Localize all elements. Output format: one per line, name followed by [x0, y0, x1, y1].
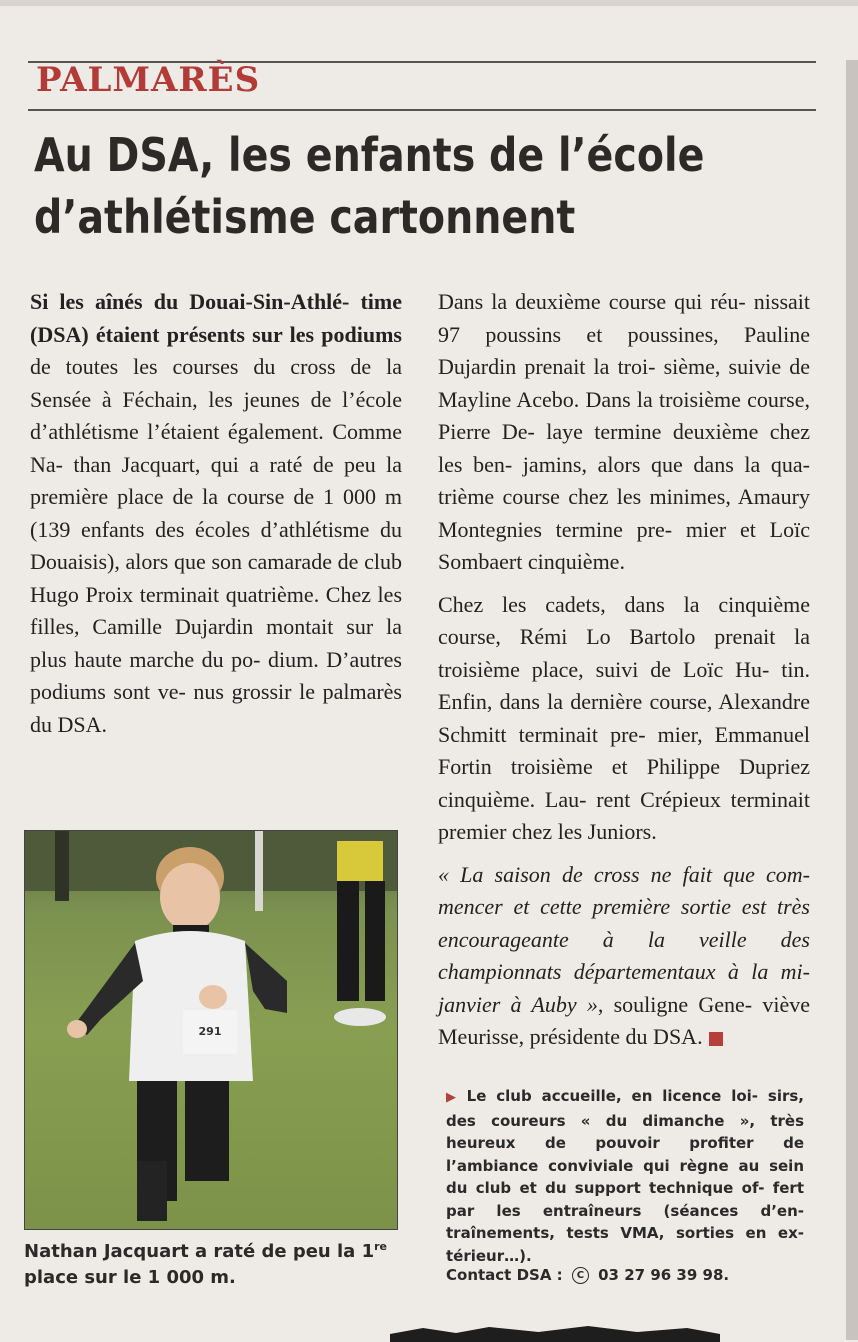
paragraph-quote — [438, 859, 810, 1054]
info-text: Le club accueille, en licence loi- sirs, des coureurs « du dimanche », très heureux de pouvoir profiter de l’ambiance conviviale qui règne au sein du club et du support technique of- fert par les entraîneurs (séances d’en- traînements, tests VMA, sorties en ex- térieur…). — [446, 1087, 804, 1265]
contact-line — [446, 1266, 729, 1284]
caption-before: Nathan Jacquart a raté de peu la 1 — [24, 1241, 375, 1262]
headline-line-1: Au DSA, les enfants de l’école — [34, 128, 705, 182]
rubric-label: PALMARÈS — [36, 60, 261, 100]
contact-phone: 03 27 96 39 98. — [598, 1266, 730, 1284]
phone-icon: C — [572, 1267, 589, 1284]
article-headline — [34, 124, 722, 248]
triangle-arrow-icon: ▶ — [446, 1090, 461, 1105]
next-article-heading-fragment — [390, 1322, 720, 1342]
caption-after: place sur le 1 000 m. — [24, 1267, 236, 1288]
contact-label: Contact DSA : — [446, 1266, 563, 1284]
page-top-edge — [0, 0, 858, 6]
race-bib: 291 — [183, 1010, 237, 1054]
paragraph-2: Dans la deuxième course qui réu- nissait 97 poussins et poussines, Pauline Dujardin prenait la troi- sième, suivie de Mayline Acebo. Dans la troisième course, Pierre De- laye termine deuxième chez les ben- jamins, alors que dans la qua- trième course chez les minimes, Amaury Montegnies termine pre- mier et Loïc Sombaert cinquième. — [438, 289, 810, 574]
caption-sup: re — [374, 1240, 388, 1253]
article-photo — [24, 830, 398, 1230]
lead-body: de toutes les courses du cross de la Sensée à Féchain, les jeunes de l’école d’athlétisme l’étaient également. Comme Na- than Jacquart, qui a raté de peu la première place de la course de 1 000 m (139 enfants des écoles d’athlétisme du Douaisis), alors que son camarade de club Hugo Proix terminait quatrième. Chez les filles, Camille Dujardin montait sur la plus haute marche du po- dium. D’autres podiums sont ve- nus grossir le palmarès du DSA. — [30, 354, 402, 737]
lead-text: Si les aînés du Douai-Sin-Athlé- time (DSA) étaient présents sur les podiums — [30, 289, 402, 347]
headline-line-2: d’athlétisme cartonnent — [34, 190, 576, 244]
quote-text: « La saison de cross ne fait que com- mencer et cette première sortie est très encourageante à la veille des championnats départementaux à la mi-janvier à Auby » — [438, 861, 810, 1017]
photo-caption — [24, 1234, 404, 1291]
quote-attribution: , souligne Gene- viève Meurisse, présidente du DSA. — [438, 991, 810, 1049]
article-column-left — [30, 286, 402, 741]
info-box — [446, 1085, 804, 1267]
paragraph-3: Chez les cadets, dans la cinquième course, Rémi Lo Bartolo prenait la troisième place, suivi de Loïc Hu- tin. Enfin, dans la dernière course, Alexandre Schmitt terminait pre- mier, Emmanuel Fortin troisième et Philippe Dupriez cinquième. Lau- rent Crépieux terminait premier chez les Juniors. — [438, 591, 810, 844]
lead-paragraph — [30, 286, 402, 741]
article-column-right — [438, 286, 810, 1054]
page-right-edge — [846, 60, 858, 1340]
rubric-rule-bottom — [28, 109, 816, 111]
end-of-article-mark — [709, 1032, 723, 1046]
